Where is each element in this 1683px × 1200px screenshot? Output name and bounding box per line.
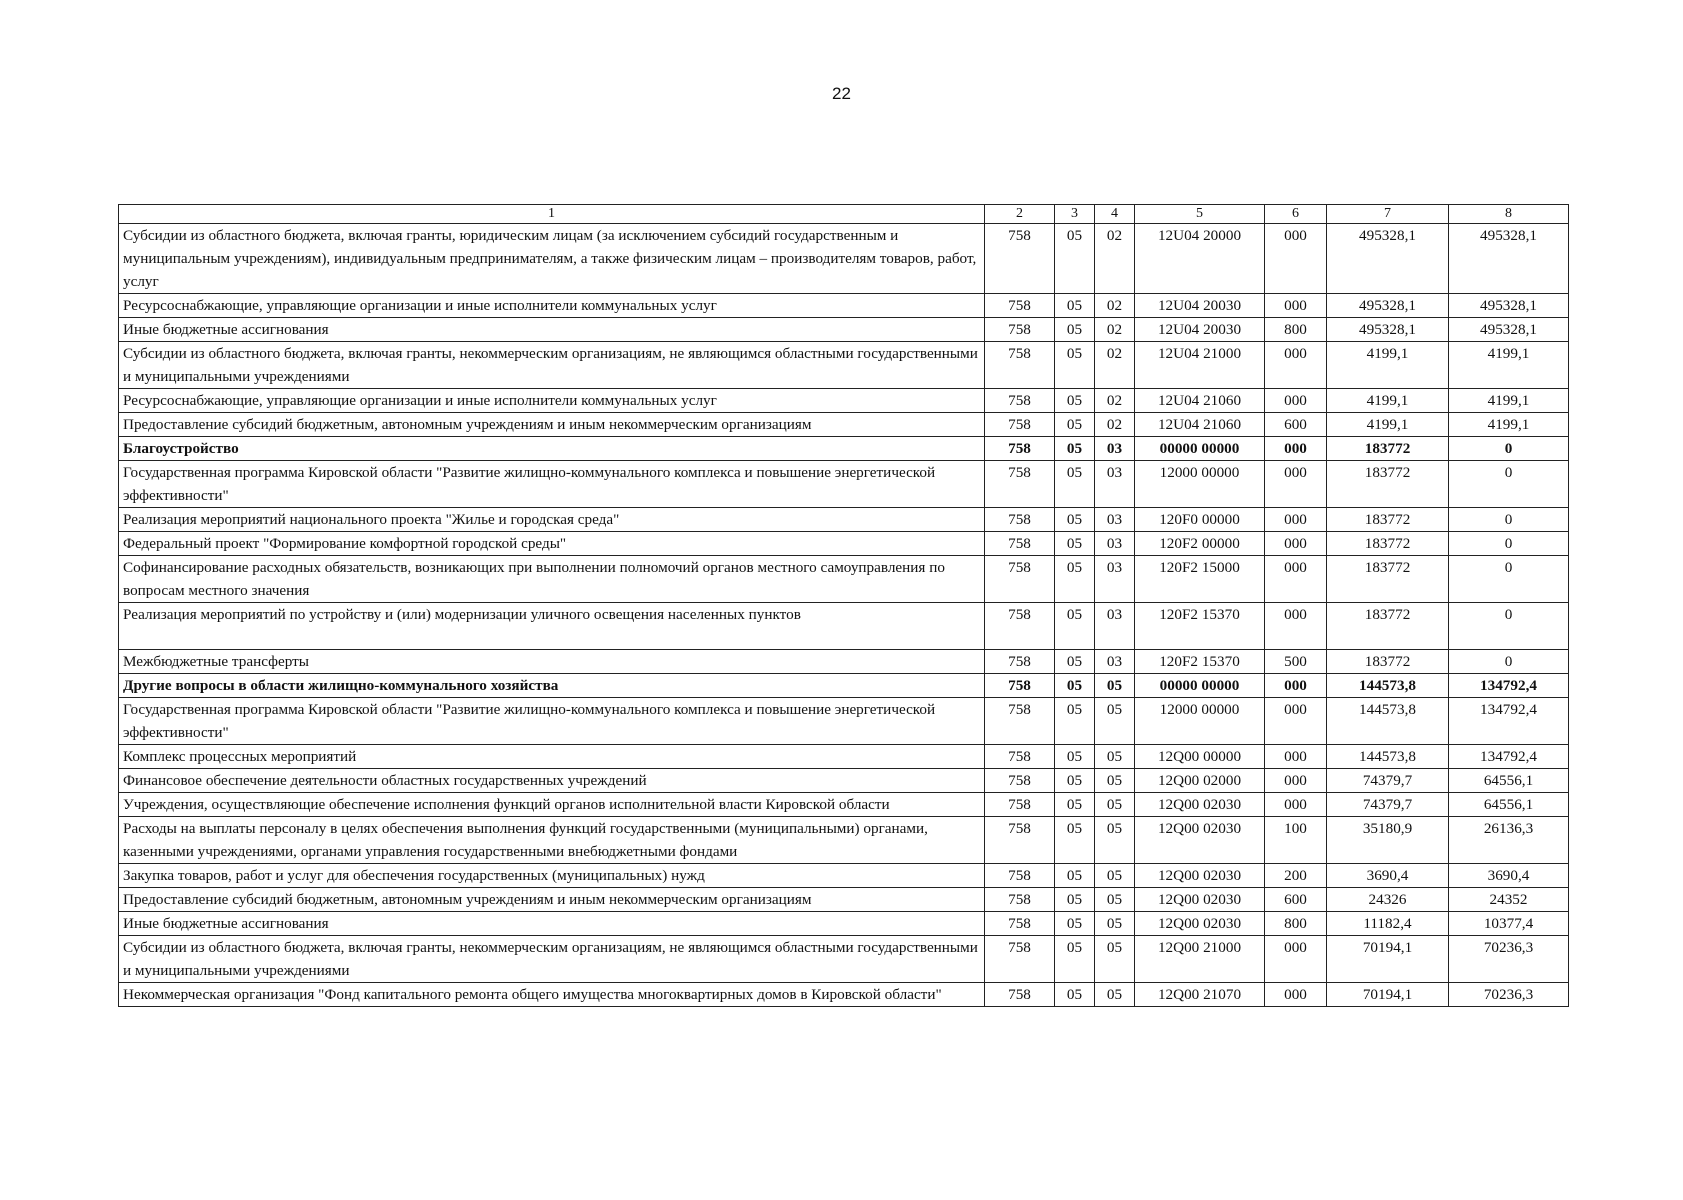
subsection-cell: 02 <box>1095 342 1135 389</box>
table-row <box>119 698 1569 745</box>
budget-table <box>118 204 1569 1007</box>
amount-year2-cell: 4199,1 <box>1449 342 1569 389</box>
section-cell: 05 <box>1055 769 1095 793</box>
expense-type-cell: 000 <box>1265 745 1327 769</box>
row-name-cell: Предоставление субсидий бюджетным, автономным учреждениям и иным некоммерческим организациям <box>119 413 985 437</box>
code-cell: 758 <box>985 461 1055 508</box>
row-name-cell: Другие вопросы в области жилищно-коммунального хозяйства <box>119 674 985 698</box>
code-cell: 758 <box>985 650 1055 674</box>
target-article-cell: 12Q00 02030 <box>1135 912 1265 936</box>
target-article-cell: 12Q00 02030 <box>1135 817 1265 864</box>
amount-year2-cell: 24352 <box>1449 888 1569 912</box>
target-article-cell: 12Q00 00000 <box>1135 745 1265 769</box>
row-name-cell: Иные бюджетные ассигнования <box>119 912 985 936</box>
subsection-cell: 03 <box>1095 650 1135 674</box>
target-article-cell: 00000 00000 <box>1135 674 1265 698</box>
table-row <box>119 342 1569 389</box>
subsection-cell: 05 <box>1095 936 1135 983</box>
amount-year2-cell: 495328,1 <box>1449 294 1569 318</box>
expense-type-cell: 600 <box>1265 413 1327 437</box>
table-row <box>119 936 1569 983</box>
amount-year1-cell: 183772 <box>1327 461 1449 508</box>
amount-year2-cell: 4199,1 <box>1449 413 1569 437</box>
expense-type-cell: 000 <box>1265 508 1327 532</box>
amount-year1-cell: 70194,1 <box>1327 983 1449 1007</box>
code-cell: 758 <box>985 437 1055 461</box>
code-cell: 758 <box>985 224 1055 294</box>
target-article-cell: 12U04 20030 <box>1135 294 1265 318</box>
table-row <box>119 674 1569 698</box>
amount-year1-cell: 495328,1 <box>1327 294 1449 318</box>
row-name-cell: Реализация мероприятий по устройству и (или) модернизации уличного освещения населенных пунктов <box>119 603 985 650</box>
table-row <box>119 294 1569 318</box>
expense-type-cell: 000 <box>1265 389 1327 413</box>
code-cell: 758 <box>985 389 1055 413</box>
target-article-cell: 120F2 00000 <box>1135 532 1265 556</box>
row-name-cell: Комплекс процессных мероприятий <box>119 745 985 769</box>
amount-year2-cell: 26136,3 <box>1449 817 1569 864</box>
code-cell: 758 <box>985 413 1055 437</box>
code-cell: 758 <box>985 936 1055 983</box>
column-header: 7 <box>1327 205 1449 224</box>
target-article-cell: 12Q00 02000 <box>1135 769 1265 793</box>
subsection-cell: 02 <box>1095 413 1135 437</box>
code-cell: 758 <box>985 603 1055 650</box>
amount-year2-cell: 0 <box>1449 437 1569 461</box>
table-row <box>119 912 1569 936</box>
code-cell: 758 <box>985 532 1055 556</box>
column-header: 5 <box>1135 205 1265 224</box>
table-row <box>119 224 1569 294</box>
table-row <box>119 745 1569 769</box>
amount-year1-cell: 35180,9 <box>1327 817 1449 864</box>
expense-type-cell: 000 <box>1265 556 1327 603</box>
code-cell: 758 <box>985 769 1055 793</box>
expense-type-cell: 000 <box>1265 532 1327 556</box>
subsection-cell: 03 <box>1095 461 1135 508</box>
amount-year1-cell: 183772 <box>1327 508 1449 532</box>
amount-year2-cell: 4199,1 <box>1449 389 1569 413</box>
expense-type-cell: 000 <box>1265 793 1327 817</box>
subsection-cell: 05 <box>1095 888 1135 912</box>
subsection-cell: 02 <box>1095 318 1135 342</box>
code-cell: 758 <box>985 318 1055 342</box>
target-article-cell: 12U04 21060 <box>1135 389 1265 413</box>
row-name-cell: Государственная программа Кировской области "Развитие жилищно-коммунального комплекса и повышение энергетической эффективности" <box>119 461 985 508</box>
section-cell: 05 <box>1055 793 1095 817</box>
section-cell: 05 <box>1055 745 1095 769</box>
amount-year2-cell: 70236,3 <box>1449 983 1569 1007</box>
row-name-cell: Расходы на выплаты персоналу в целях обеспечения выполнения функций государственными (муниципальными) органами, казенными учреждениями, органами управления государственными внебюджетными фондами <box>119 817 985 864</box>
amount-year1-cell: 74379,7 <box>1327 793 1449 817</box>
amount-year2-cell: 134792,4 <box>1449 698 1569 745</box>
section-cell: 05 <box>1055 912 1095 936</box>
column-header: 6 <box>1265 205 1327 224</box>
expense-type-cell: 000 <box>1265 674 1327 698</box>
table-row <box>119 461 1569 508</box>
row-name-cell: Субсидии из областного бюджета, включая гранты, юридическим лицам (за исключением субсидий государственным и муниципальным учреждениям), индивидуальным предпринимателям, а также физическим лицам – производителям товаров, работ, услуг <box>119 224 985 294</box>
section-cell: 05 <box>1055 674 1095 698</box>
table-row <box>119 817 1569 864</box>
table-row <box>119 532 1569 556</box>
section-cell: 05 <box>1055 650 1095 674</box>
amount-year2-cell: 3690,4 <box>1449 864 1569 888</box>
target-article-cell: 12Q00 21000 <box>1135 936 1265 983</box>
subsection-cell: 05 <box>1095 698 1135 745</box>
row-name-cell: Ресурсоснабжающие, управляющие организации и иные исполнители коммунальных услуг <box>119 294 985 318</box>
section-cell: 05 <box>1055 936 1095 983</box>
section-cell: 05 <box>1055 461 1095 508</box>
subsection-cell: 05 <box>1095 674 1135 698</box>
row-name-cell: Софинансирование расходных обязательств, возникающих при выполнении полномочий органов местного самоуправления по вопросам местного значения <box>119 556 985 603</box>
row-name-cell: Закупка товаров, работ и услуг для обеспечения государственных (муниципальных) нужд <box>119 864 985 888</box>
section-cell: 05 <box>1055 413 1095 437</box>
code-cell: 758 <box>985 817 1055 864</box>
amount-year1-cell: 144573,8 <box>1327 674 1449 698</box>
section-cell: 05 <box>1055 817 1095 864</box>
target-article-cell: 120F2 15370 <box>1135 650 1265 674</box>
amount-year1-cell: 144573,8 <box>1327 745 1449 769</box>
amount-year1-cell: 495328,1 <box>1327 318 1449 342</box>
expense-type-cell: 000 <box>1265 983 1327 1007</box>
amount-year1-cell: 183772 <box>1327 556 1449 603</box>
section-cell: 05 <box>1055 983 1095 1007</box>
table-row <box>119 508 1569 532</box>
table-row <box>119 413 1569 437</box>
section-cell: 05 <box>1055 342 1095 389</box>
amount-year2-cell: 70236,3 <box>1449 936 1569 983</box>
table-row <box>119 603 1569 650</box>
subsection-cell: 02 <box>1095 294 1135 318</box>
subsection-cell: 02 <box>1095 224 1135 294</box>
code-cell: 758 <box>985 983 1055 1007</box>
section-cell: 05 <box>1055 318 1095 342</box>
amount-year1-cell: 183772 <box>1327 437 1449 461</box>
expense-type-cell: 000 <box>1265 698 1327 745</box>
target-article-cell: 12000 00000 <box>1135 461 1265 508</box>
row-name-cell: Учреждения, осуществляющие обеспечение исполнения функций органов исполнительной власти Кировской области <box>119 793 985 817</box>
amount-year2-cell: 64556,1 <box>1449 793 1569 817</box>
column-header: 3 <box>1055 205 1095 224</box>
amount-year2-cell: 0 <box>1449 461 1569 508</box>
subsection-cell: 03 <box>1095 437 1135 461</box>
section-cell: 05 <box>1055 532 1095 556</box>
target-article-cell: 12000 00000 <box>1135 698 1265 745</box>
subsection-cell: 03 <box>1095 532 1135 556</box>
code-cell: 758 <box>985 864 1055 888</box>
table-row <box>119 318 1569 342</box>
section-cell: 05 <box>1055 294 1095 318</box>
code-cell: 758 <box>985 745 1055 769</box>
target-article-cell: 12U04 21060 <box>1135 413 1265 437</box>
subsection-cell: 03 <box>1095 508 1135 532</box>
expense-type-cell: 000 <box>1265 936 1327 983</box>
amount-year2-cell: 0 <box>1449 603 1569 650</box>
target-article-cell: 12U04 20000 <box>1135 224 1265 294</box>
amount-year1-cell: 183772 <box>1327 603 1449 650</box>
section-cell: 05 <box>1055 224 1095 294</box>
target-article-cell: 12Q00 02030 <box>1135 793 1265 817</box>
table-row <box>119 864 1569 888</box>
expense-type-cell: 000 <box>1265 342 1327 389</box>
expense-type-cell: 800 <box>1265 318 1327 342</box>
table-header-row <box>119 205 1569 224</box>
amount-year2-cell: 134792,4 <box>1449 674 1569 698</box>
row-name-cell: Межбюджетные трансферты <box>119 650 985 674</box>
target-article-cell: 12U04 21000 <box>1135 342 1265 389</box>
code-cell: 758 <box>985 342 1055 389</box>
table-row <box>119 769 1569 793</box>
row-name-cell: Субсидии из областного бюджета, включая гранты, некоммерческим организациям, не являющимся областными государственными и муниципальными учреждениями <box>119 936 985 983</box>
expense-type-cell: 000 <box>1265 461 1327 508</box>
table-row <box>119 650 1569 674</box>
amount-year1-cell: 24326 <box>1327 888 1449 912</box>
column-header: 4 <box>1095 205 1135 224</box>
table-row <box>119 556 1569 603</box>
table-row <box>119 983 1569 1007</box>
amount-year1-cell: 183772 <box>1327 650 1449 674</box>
code-cell: 758 <box>985 888 1055 912</box>
table-row <box>119 793 1569 817</box>
section-cell: 05 <box>1055 437 1095 461</box>
amount-year2-cell: 0 <box>1449 556 1569 603</box>
column-header: 8 <box>1449 205 1569 224</box>
row-name-cell: Государственная программа Кировской области "Развитие жилищно-коммунального комплекса и повышение энергетической эффективности" <box>119 698 985 745</box>
target-article-cell: 12Q00 02030 <box>1135 888 1265 912</box>
subsection-cell: 05 <box>1095 793 1135 817</box>
target-article-cell: 120F0 00000 <box>1135 508 1265 532</box>
amount-year2-cell: 134792,4 <box>1449 745 1569 769</box>
row-name-cell: Реализация мероприятий национального проекта "Жилье и городская среда" <box>119 508 985 532</box>
row-name-cell: Федеральный проект "Формирование комфортной городской среды" <box>119 532 985 556</box>
expense-type-cell: 000 <box>1265 437 1327 461</box>
amount-year2-cell: 0 <box>1449 650 1569 674</box>
section-cell: 05 <box>1055 698 1095 745</box>
expense-type-cell: 000 <box>1265 603 1327 650</box>
amount-year1-cell: 144573,8 <box>1327 698 1449 745</box>
subsection-cell: 05 <box>1095 864 1135 888</box>
target-article-cell: 120F2 15000 <box>1135 556 1265 603</box>
subsection-cell: 05 <box>1095 912 1135 936</box>
row-name-cell: Финансовое обеспечение деятельности областных государственных учреждений <box>119 769 985 793</box>
code-cell: 758 <box>985 698 1055 745</box>
section-cell: 05 <box>1055 603 1095 650</box>
amount-year2-cell: 0 <box>1449 508 1569 532</box>
amount-year2-cell: 64556,1 <box>1449 769 1569 793</box>
amount-year1-cell: 74379,7 <box>1327 769 1449 793</box>
code-cell: 758 <box>985 912 1055 936</box>
code-cell: 758 <box>985 294 1055 318</box>
target-article-cell: 12Q00 02030 <box>1135 864 1265 888</box>
amount-year1-cell: 183772 <box>1327 532 1449 556</box>
row-name-cell: Иные бюджетные ассигнования <box>119 318 985 342</box>
subsection-cell: 05 <box>1095 817 1135 864</box>
code-cell: 758 <box>985 508 1055 532</box>
expense-type-cell: 100 <box>1265 817 1327 864</box>
amount-year1-cell: 3690,4 <box>1327 864 1449 888</box>
amount-year1-cell: 495328,1 <box>1327 224 1449 294</box>
subsection-cell: 03 <box>1095 603 1135 650</box>
expense-type-cell: 800 <box>1265 912 1327 936</box>
section-cell: 05 <box>1055 389 1095 413</box>
code-cell: 758 <box>985 556 1055 603</box>
row-name-cell: Предоставление субсидий бюджетным, автономным учреждениям и иным некоммерческим организациям <box>119 888 985 912</box>
target-article-cell: 00000 00000 <box>1135 437 1265 461</box>
subsection-cell: 05 <box>1095 983 1135 1007</box>
target-article-cell: 12Q00 21070 <box>1135 983 1265 1007</box>
amount-year1-cell: 11182,4 <box>1327 912 1449 936</box>
code-cell: 758 <box>985 793 1055 817</box>
row-name-cell: Некоммерческая организация "Фонд капитального ремонта общего имущества многоквартирных домов в Кировской области" <box>119 983 985 1007</box>
table-row <box>119 888 1569 912</box>
row-name-cell: Благоустройство <box>119 437 985 461</box>
target-article-cell: 120F2 15370 <box>1135 603 1265 650</box>
section-cell: 05 <box>1055 508 1095 532</box>
column-header: 2 <box>985 205 1055 224</box>
row-name-cell: Ресурсоснабжающие, управляющие организации и иные исполнители коммунальных услуг <box>119 389 985 413</box>
expense-type-cell: 000 <box>1265 294 1327 318</box>
target-article-cell: 12U04 20030 <box>1135 318 1265 342</box>
expense-type-cell: 600 <box>1265 888 1327 912</box>
amount-year2-cell: 10377,4 <box>1449 912 1569 936</box>
subsection-cell: 05 <box>1095 769 1135 793</box>
section-cell: 05 <box>1055 888 1095 912</box>
expense-type-cell: 000 <box>1265 224 1327 294</box>
code-cell: 758 <box>985 674 1055 698</box>
expense-type-cell: 200 <box>1265 864 1327 888</box>
subsection-cell: 02 <box>1095 389 1135 413</box>
page-number: 22 <box>832 84 851 103</box>
expense-type-cell: 000 <box>1265 769 1327 793</box>
amount-year2-cell: 495328,1 <box>1449 318 1569 342</box>
subsection-cell: 03 <box>1095 556 1135 603</box>
row-name-cell: Субсидии из областного бюджета, включая гранты, некоммерческим организациям, не являющимся областными государственными и муниципальными учреждениями <box>119 342 985 389</box>
amount-year2-cell: 0 <box>1449 532 1569 556</box>
subsection-cell: 05 <box>1095 745 1135 769</box>
expense-type-cell: 500 <box>1265 650 1327 674</box>
table-row <box>119 389 1569 413</box>
amount-year1-cell: 4199,1 <box>1327 342 1449 389</box>
amount-year1-cell: 70194,1 <box>1327 936 1449 983</box>
amount-year1-cell: 4199,1 <box>1327 413 1449 437</box>
table-body <box>119 205 1569 1007</box>
table-row <box>119 437 1569 461</box>
amount-year1-cell: 4199,1 <box>1327 389 1449 413</box>
amount-year2-cell: 495328,1 <box>1449 224 1569 294</box>
column-header: 1 <box>119 205 985 224</box>
section-cell: 05 <box>1055 556 1095 603</box>
section-cell: 05 <box>1055 864 1095 888</box>
